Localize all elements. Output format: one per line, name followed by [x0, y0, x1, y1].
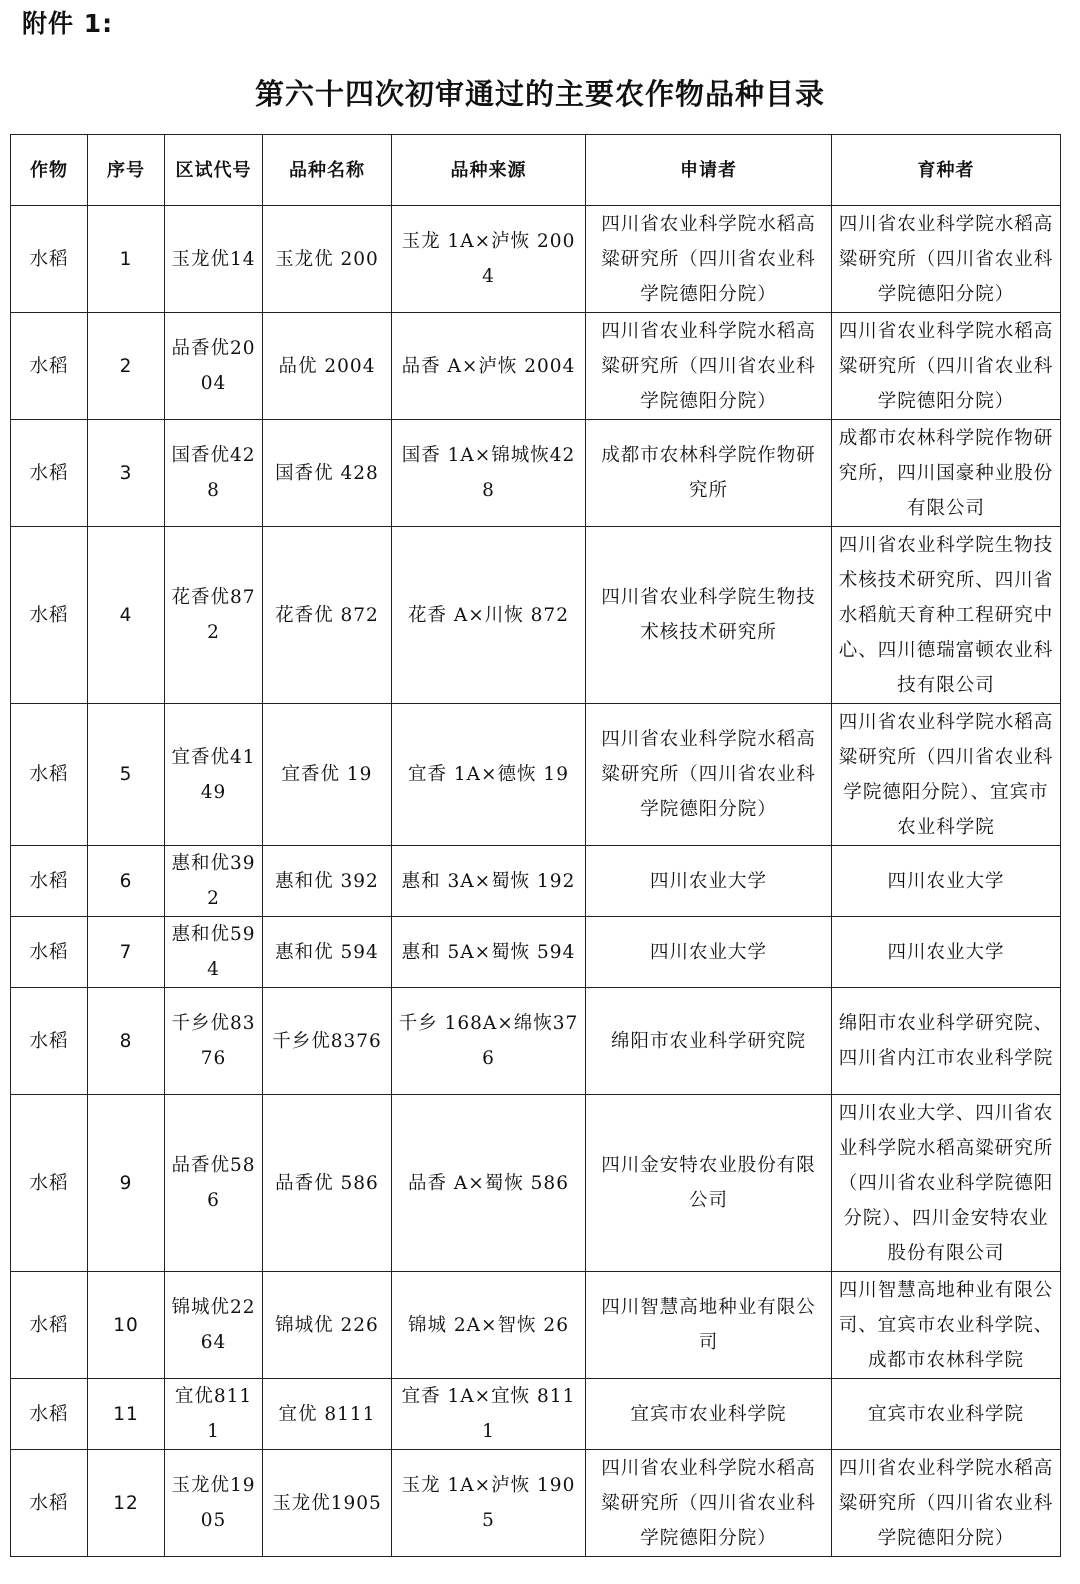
cell-applicant: 四川金安特农业股份有限公司	[586, 1095, 832, 1272]
cell-trial-code: 玉龙优1905	[165, 1450, 263, 1557]
cell-variety-source: 品香 A×泸恢 2004	[392, 313, 586, 420]
cell-variety-name: 千乡优8376	[263, 988, 392, 1095]
cell-crop: 水稻	[11, 1095, 88, 1272]
cell-applicant: 四川省农业科学院水稻高粱研究所（四川省农业科学院德阳分院）	[586, 1450, 832, 1557]
cell-breeder: 四川省农业科学院水稻高粱研究所（四川省农业科学院德阳分院）	[832, 313, 1061, 420]
cell-variety-source: 宜香 1A×宜恢 8111	[392, 1379, 586, 1450]
cell-trial-code: 宜香优4149	[165, 704, 263, 846]
cell-variety-source: 玉龙 1A×泸恢 1905	[392, 1450, 586, 1557]
cell-crop: 水稻	[11, 1450, 88, 1557]
cell-variety-source: 品香 A×蜀恢 586	[392, 1095, 586, 1272]
cell-serial: 2	[88, 313, 165, 420]
cell-variety-name: 惠和优 594	[263, 917, 392, 988]
cell-applicant: 四川省农业科学院生物技术核技术研究所	[586, 527, 832, 704]
table-row	[11, 1379, 1061, 1450]
col-header-variety-source: 品种来源	[392, 135, 586, 206]
table-row	[11, 420, 1061, 527]
cell-applicant: 成都市农林科学院作物研究所	[586, 420, 832, 527]
cell-variety-name: 品香优 586	[263, 1095, 392, 1272]
cell-breeder: 四川省农业科学院水稻高粱研究所（四川省农业科学院德阳分院）	[832, 206, 1061, 313]
cell-trial-code: 锦城优2264	[165, 1272, 263, 1379]
cell-trial-code: 惠和优392	[165, 846, 263, 917]
cell-serial: 11	[88, 1379, 165, 1450]
cell-serial: 4	[88, 527, 165, 704]
cell-serial: 3	[88, 420, 165, 527]
cell-variety-name: 品优 2004	[263, 313, 392, 420]
cell-serial: 5	[88, 704, 165, 846]
cell-breeder: 四川农业大学	[832, 846, 1061, 917]
cell-variety-source: 锦城 2A×智恢 26	[392, 1272, 586, 1379]
cell-variety-source: 花香 A×川恢 872	[392, 527, 586, 704]
cell-variety-name: 花香优 872	[263, 527, 392, 704]
cell-applicant: 四川省农业科学院水稻高粱研究所（四川省农业科学院德阳分院）	[586, 313, 832, 420]
cell-serial: 12	[88, 1450, 165, 1557]
cell-variety-name: 宜优 8111	[263, 1379, 392, 1450]
cell-applicant: 宜宾市农业科学院	[586, 1379, 832, 1450]
cell-variety-name: 国香优 428	[263, 420, 392, 527]
cell-variety-name: 惠和优 392	[263, 846, 392, 917]
cell-serial: 1	[88, 206, 165, 313]
cell-trial-code: 惠和优594	[165, 917, 263, 988]
cell-trial-code: 花香优872	[165, 527, 263, 704]
cell-trial-code: 宜优8111	[165, 1379, 263, 1450]
cell-variety-name: 宜香优 19	[263, 704, 392, 846]
cell-variety-source: 玉龙 1A×泸恢 2004	[392, 206, 586, 313]
cell-breeder: 四川农业大学	[832, 917, 1061, 988]
cell-trial-code: 品香优2004	[165, 313, 263, 420]
table-row	[11, 1272, 1061, 1379]
table-row	[11, 846, 1061, 917]
cell-variety-source: 宜香 1A×德恢 19	[392, 704, 586, 846]
table-row	[11, 1450, 1061, 1557]
cell-serial: 10	[88, 1272, 165, 1379]
cell-serial: 8	[88, 988, 165, 1095]
cell-breeder: 成都市农林科学院作物研究所，四川国豪种业股份有限公司	[832, 420, 1061, 527]
col-header-trial-code: 区试代号	[165, 135, 263, 206]
table-row	[11, 917, 1061, 988]
cell-trial-code: 千乡优8376	[165, 988, 263, 1095]
cell-breeder: 四川省农业科学院生物技术核技术研究所、四川省水稻航天育种工程研究中心、四川德瑞富顿农业科技有限公司	[832, 527, 1061, 704]
cell-breeder: 四川省农业科学院水稻高粱研究所（四川省农业科学院德阳分院）	[832, 1450, 1061, 1557]
cell-trial-code: 品香优586	[165, 1095, 263, 1272]
cell-crop: 水稻	[11, 420, 88, 527]
cell-variety-name: 玉龙优1905	[263, 1450, 392, 1557]
cell-crop: 水稻	[11, 527, 88, 704]
cell-serial: 9	[88, 1095, 165, 1272]
cell-crop: 水稻	[11, 206, 88, 313]
col-header-breeder: 育种者	[832, 135, 1061, 206]
table-row	[11, 1095, 1061, 1272]
header-row	[11, 135, 1061, 206]
cell-breeder: 四川省农业科学院水稻高粱研究所（四川省农业科学院德阳分院）、宜宾市农业科学院	[832, 704, 1061, 846]
cell-trial-code: 国香优428	[165, 420, 263, 527]
cell-crop: 水稻	[11, 313, 88, 420]
col-header-variety-name: 品种名称	[263, 135, 392, 206]
cell-applicant: 四川农业大学	[586, 846, 832, 917]
cell-applicant: 绵阳市农业科学研究院	[586, 988, 832, 1095]
cell-crop: 水稻	[11, 988, 88, 1095]
cell-applicant: 四川农业大学	[586, 917, 832, 988]
cell-variety-name: 锦城优 226	[263, 1272, 392, 1379]
col-header-applicant: 申请者	[586, 135, 832, 206]
cell-variety-source: 国香 1A×锦城恢428	[392, 420, 586, 527]
cell-crop: 水稻	[11, 704, 88, 846]
attachment-label: 附件 1:	[22, 9, 114, 38]
cell-applicant: 四川智慧高地种业有限公司	[586, 1272, 832, 1379]
cell-breeder: 四川智慧高地种业有限公司、宜宾市农业科学院、成都市农林科学院	[832, 1272, 1061, 1379]
cell-applicant: 四川省农业科学院水稻高粱研究所（四川省农业科学院德阳分院）	[586, 206, 832, 313]
table-row	[11, 206, 1061, 313]
cell-breeder: 宜宾市农业科学院	[832, 1379, 1061, 1450]
cell-crop: 水稻	[11, 1379, 88, 1450]
cell-breeder: 四川农业大学、四川省农业科学院水稻高粱研究所（四川省农业科学院德阳分院）、四川金安特农业股份有限公司	[832, 1095, 1061, 1272]
cell-crop: 水稻	[11, 1272, 88, 1379]
cell-applicant: 四川省农业科学院水稻高粱研究所（四川省农业科学院德阳分院）	[586, 704, 832, 846]
table-row	[11, 527, 1061, 704]
table-row	[11, 704, 1061, 846]
col-header-crop: 作物	[11, 135, 88, 206]
cell-variety-source: 惠和 5A×蜀恢 594	[392, 917, 586, 988]
page-title: 第六十四次初审通过的主要农作物品种目录	[254, 77, 825, 111]
cell-crop: 水稻	[11, 917, 88, 988]
cell-variety-name: 玉龙优 200	[263, 206, 392, 313]
cell-serial: 6	[88, 846, 165, 917]
table-row	[11, 313, 1061, 420]
col-header-serial: 序号	[88, 135, 165, 206]
cell-variety-source: 惠和 3A×蜀恢 192	[392, 846, 586, 917]
cell-crop: 水稻	[11, 846, 88, 917]
cell-breeder: 绵阳市农业科学研究院、四川省内江市农业科学院	[832, 988, 1061, 1095]
cell-variety-source: 千乡 168A×绵恢376	[392, 988, 586, 1095]
table-row	[11, 988, 1061, 1095]
variety-catalog-table	[10, 134, 1061, 1557]
cell-serial: 7	[88, 917, 165, 988]
cell-trial-code: 玉龙优14	[165, 206, 263, 313]
